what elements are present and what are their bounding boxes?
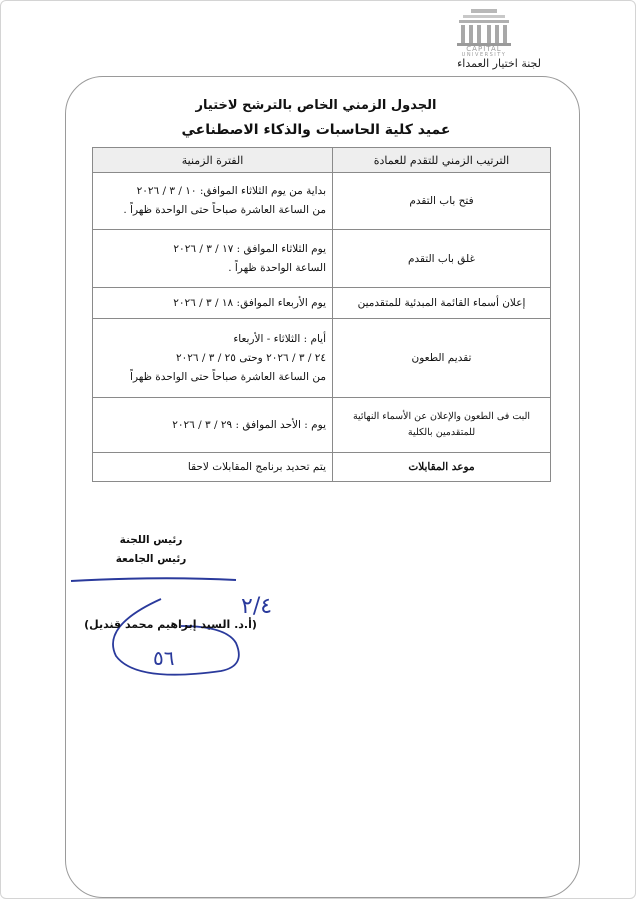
table-row: [93, 288, 551, 319]
row-stage: غلق باب التقدم: [333, 230, 551, 288]
period-line: يوم : الأحد الموافق : ٢٩ / ٣ / ٢٠٢٦: [172, 418, 326, 431]
period-line: الساعة الواحدة ظهراً .: [228, 261, 326, 274]
period-line: يوم الثلاثاء الموافق : ١٧ / ٣ / ٢٠٢٦: [173, 242, 326, 255]
row-stage: إعلان أسماء القائمة المبدئية للمتقدمين: [333, 288, 551, 319]
signature-annotation-top: ٢/٤: [241, 594, 273, 619]
logo-text: CAPITAL: [466, 45, 502, 53]
schedule-table: [92, 147, 551, 482]
header-period: الفترة الزمنية: [93, 148, 333, 173]
row-stage: [333, 398, 551, 453]
stage-line: البت فى الطعون والإعلان عن الأسماء النهائية: [352, 411, 531, 422]
period-line: من الساعة العاشرة صباحاً حتى الواحدة ظهراً .: [123, 204, 326, 216]
row-stage: تقديم الطعون: [333, 319, 551, 398]
table-row: [93, 453, 551, 482]
logo-subtext: UNIVERSITY: [461, 52, 507, 58]
period-line: أيام : الثلاثاء - الأربعاء: [233, 332, 326, 345]
row-period: [93, 319, 333, 398]
header-stage: الترتيب الزمني للتقدم للعمادة: [333, 148, 551, 173]
committee-name: لجنة اختيار العمداء: [457, 57, 541, 70]
table-row: [93, 319, 551, 398]
document-title-line2: عميد كلية الحاسبات والذكاء الاصطناعي: [181, 122, 451, 138]
row-stage: فتح باب التقدم: [333, 173, 551, 230]
period-line: يتم تحديد برنامج المقابلات لاحقا: [187, 460, 326, 473]
table-row: [93, 230, 551, 288]
period-line: بداية من يوم الثلاثاء الموافق: ١٠ / ٣ / ٢٠٢٦: [136, 185, 326, 197]
stage-line: للمتقدمين بالكلية: [407, 427, 476, 438]
university-president-role: رئيس الجامعة: [115, 553, 187, 565]
table-row: [93, 173, 551, 230]
period-line: من الساعة العاشرة صباحاً حتى الواحدة ظهراً: [130, 370, 326, 383]
document-title-line1: الجدول الزمني الخاص بالترشح لاختيار: [195, 98, 437, 113]
table-row: [93, 398, 551, 453]
row-period: [93, 453, 333, 482]
row-period: [93, 173, 333, 230]
signer-name: (أ.د. السيد إبراهيم محمد قنديل): [84, 618, 257, 631]
period-line: يوم الأربعاء الموافق: ١٨ / ٣ / ٢٠٢٦: [173, 296, 326, 309]
row-period: [93, 398, 333, 453]
table-header-row: [93, 148, 551, 173]
signature-annotation-bottom: ٥٦: [153, 646, 175, 670]
row-period: [93, 230, 333, 288]
row-period: [93, 288, 333, 319]
committee-head-role: رئيس اللجنة: [119, 534, 183, 546]
row-stage: موعد المقابلات: [333, 453, 551, 482]
period-line: ٢٤ / ٣ / ٢٠٢٦ وحتى ٢٥ / ٣ / ٢٠٢٦: [175, 351, 326, 364]
